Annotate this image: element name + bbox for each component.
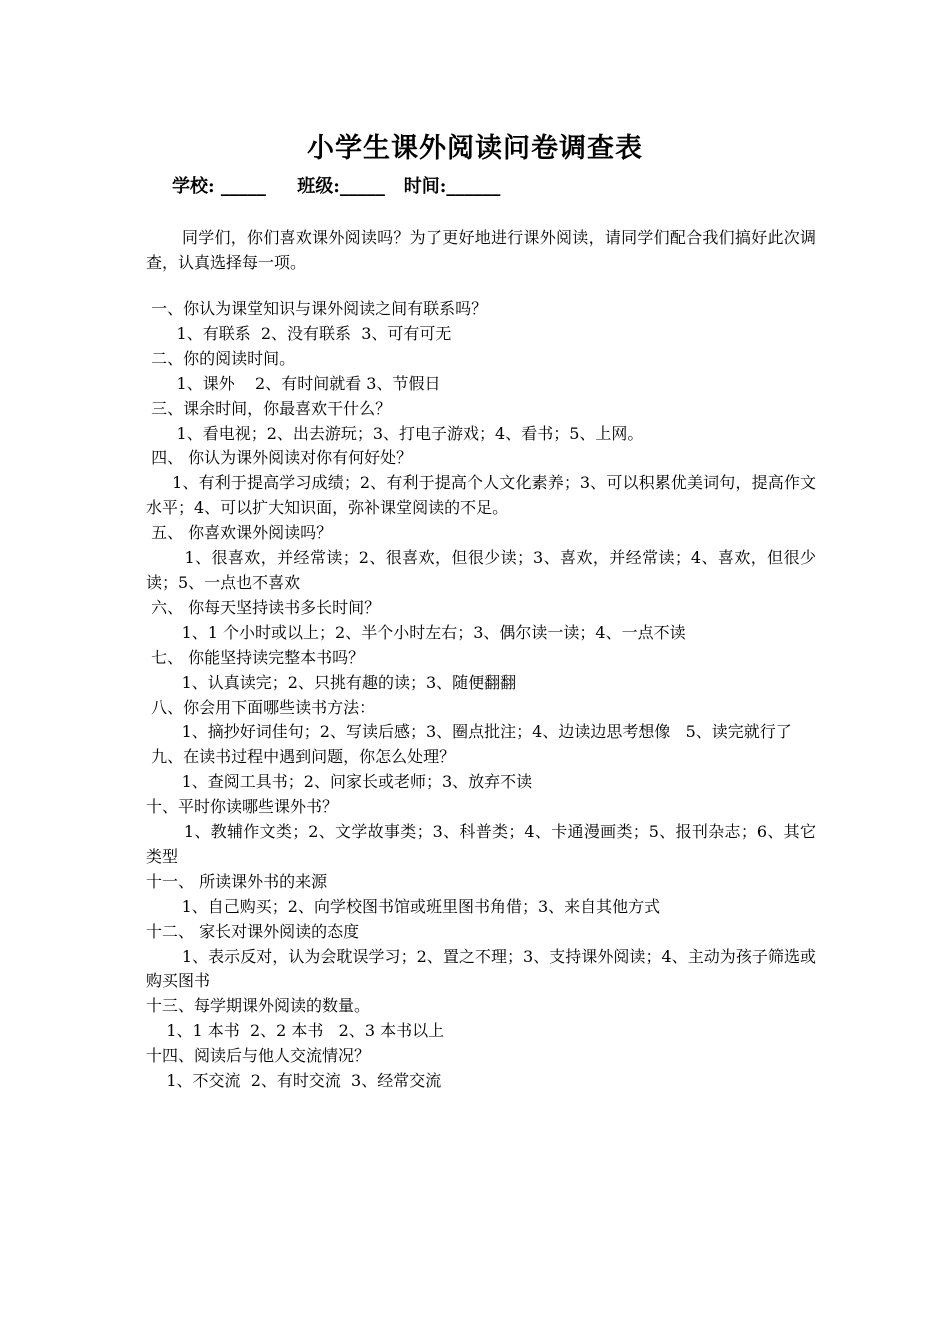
answer-options-11: 1、自己购买；2、向学校图书馆或班里图书角借；3、来自其他方式 bbox=[146, 896, 661, 916]
question-6: 六、 你每天坚持读书多长时间？ bbox=[146, 597, 381, 617]
answer-options-2: 1、课外 2、有时间就看 3、节假日 bbox=[146, 373, 441, 393]
question-2: 二、你的阅读时间。 bbox=[146, 348, 296, 368]
answer-options-4: 1、有利于提高学习成绩；2、有利于提高个人文化素养；3、可以积累优美词句，提高作文水平；4、可以扩大知识面，弥补课堂阅读的不足。 bbox=[146, 473, 816, 518]
question-8: 八、你会用下面哪些读书方法： bbox=[146, 697, 376, 717]
answer-options-9: 1、查阅工具书；2、问家长或老师；3、放弃不读 bbox=[146, 772, 533, 792]
answer-options-12: 1、表示反对，认为会耽误学习；2、置之不理；3、支持课外阅读；4、主动为孩子筛选或购买图书 bbox=[146, 946, 816, 991]
question-5: 五、 你喜欢课外阅读吗？ bbox=[146, 523, 333, 543]
question-10: 十、平时你读哪些课外书？ bbox=[146, 797, 339, 817]
question-1: 一、你认为课堂知识与课外阅读之间有联系吗？ bbox=[146, 299, 488, 318]
question-12: 十二、 家长对课外阅读的态度 bbox=[146, 921, 360, 941]
time-field: 时间:______ bbox=[403, 176, 501, 197]
answer-options-8: 1、摘抄好词佳句；2、写读后感；3、圈点批注；4、边读边思考想像 5、读完就行了 bbox=[146, 722, 792, 742]
answer-options-10: 1、教辅作文类；2、文学故事类；3、科普类；4、卡通漫画类；5、报刊杂志；6、其它类型 bbox=[146, 822, 816, 866]
question-list bbox=[146, 297, 816, 1094]
answer-options-5: 1、很喜欢，并经常读；2、很喜欢，但很少读；3、喜欢，并经常读；4、喜欢，但很少读；5、一点也不喜欢 bbox=[146, 548, 816, 592]
header-fields bbox=[172, 174, 500, 200]
answer-options-7: 1、认真读完；2、只挑有趣的读；3、随便翻翻 bbox=[146, 672, 517, 692]
intro-paragraph: 同学们，你们喜欢课外阅读吗？为了更好地进行课外阅读，请同学们配合我们搞好此次调查，认真选择每一项。 bbox=[146, 228, 816, 272]
answer-options-3: 1、看电视；2、出去游玩；3、打电子游戏；4、看书；5、上网。 bbox=[146, 423, 644, 443]
document-title: 小学生课外阅读问卷调查表 bbox=[307, 133, 643, 164]
answer-options-13: 1、1 本书 2、2 本书 2、3 本书以上 bbox=[146, 1021, 445, 1041]
question-13: 十三、每学期课外阅读的数量。 bbox=[146, 996, 371, 1016]
school-field: 学校: _____ bbox=[172, 176, 266, 197]
answer-options-1: 1、有联系 2、没有联系 3、可有可无 bbox=[146, 323, 452, 343]
answer-options-14: 1、不交流 2、有时交流 3、经常交流 bbox=[146, 1071, 442, 1091]
question-11: 十一、 所读课外书的来源 bbox=[146, 871, 328, 891]
question-4: 四、 你认为课外阅读对你有何好处？ bbox=[146, 448, 413, 468]
answer-options-6: 1、1 个小时或以上；2、半个小时左右；3、偶尔读一读；4、一点不读 bbox=[146, 622, 686, 642]
question-14: 十四、阅读后与他人交流情况？ bbox=[146, 1046, 371, 1066]
question-9: 九、在读书过程中遇到问题，你怎么处理？ bbox=[146, 747, 456, 767]
class-field: 班级:_____ bbox=[297, 176, 385, 197]
question-7: 七、 你能坚持读完整本书吗？ bbox=[146, 647, 365, 667]
question-3: 三、课余时间，你最喜欢干什么？ bbox=[146, 398, 392, 418]
